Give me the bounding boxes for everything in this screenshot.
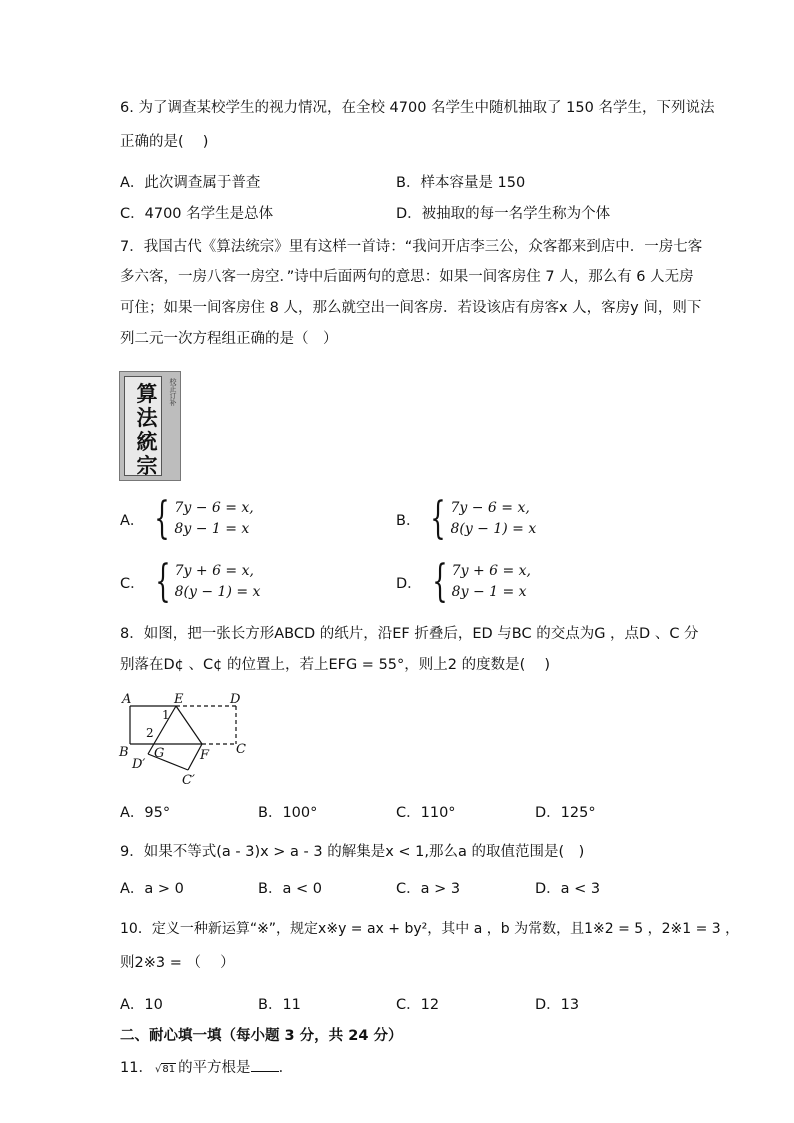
label-e: E — [174, 692, 184, 707]
q8-option-a: A．95° — [120, 805, 171, 821]
label-f: F — [200, 748, 210, 763]
q10-option-b: B．11 — [258, 997, 301, 1013]
q8-option-c: C．110° — [396, 805, 456, 821]
q9-option-b: B．a < 0 — [258, 881, 322, 897]
book-cover-image — [119, 371, 181, 481]
q6-option-c: C．4700 名学生是总体 — [120, 206, 274, 222]
q11-radicand: 81 — [162, 1064, 176, 1075]
book-title: 算法統宗 — [136, 381, 158, 478]
q11-end: ． — [278, 1060, 294, 1076]
q6-stem-line2: 正确的是( ) — [120, 134, 209, 150]
q7-option-b-eq2: 8(y − 1) = x — [450, 521, 537, 537]
q7-option-a-label: A． — [120, 512, 145, 529]
q11-line — [120, 1056, 293, 1077]
q6-option-b: B．样本容量是 150 — [396, 175, 526, 191]
q10-option-c: C．12 — [396, 997, 440, 1013]
q9-stem: 9．如果不等式(a - 3)x > a - 3 的解集是x < 1,那么a 的取值范围是( ) — [120, 844, 585, 860]
label-c-prime: C′ — [182, 773, 195, 788]
q7-stem-line1: 7．我国古代《算法统宗》里有这样一首诗：“我问开店李三公，众客都来到店中．一房七客 — [120, 239, 703, 255]
q11-text: 的平方根是 — [178, 1060, 251, 1076]
brace-icon: { — [430, 493, 447, 544]
q11-answer-blank[interactable] — [251, 1071, 279, 1072]
q7-option-a-eq2: 8y − 1 = x — [174, 521, 250, 537]
q9-option-c: C．a > 3 — [396, 881, 461, 897]
q7-option-b-eq1: 7y − 6 = x, — [450, 500, 530, 516]
q7-option-d-eq1: 7y + 6 = x, — [451, 563, 532, 579]
angle-label-2: 2 — [146, 726, 154, 740]
q6-option-d: D．被抽取的每一名学生称为个体 — [396, 206, 611, 222]
book-cover-label — [124, 376, 162, 476]
q7-option-d-label: D． — [396, 575, 422, 592]
label-a: A — [122, 692, 132, 707]
q8-stem-line2: 别落在D¢ 、C¢ 的位置上，若上EFG = 55°，则上2 的度数是( ) — [120, 657, 551, 673]
q7-option-c — [120, 556, 261, 607]
q8-stem-line1: 8．如图，把一张长方形ABCD 的纸片，沿EF 折叠后，ED 与BC 的交点为G ，点D 、C 分 — [120, 626, 699, 642]
label-d-prime: D′ — [132, 757, 146, 772]
brace-icon: { — [431, 556, 448, 607]
q9-option-a: A．a > 0 — [120, 881, 184, 897]
q7-stem-line4: 列二元一次方程组正确的是（ ） — [120, 331, 338, 347]
q7-stem-line3: 可住；如果一间客房住 8 人，那么就空出一间客房．若设该店有房客x 人，客房y 间，则下 — [120, 300, 702, 316]
book-side-text: 校正订补 — [169, 378, 177, 406]
brace-icon: { — [154, 493, 171, 544]
q8-option-b: B．100° — [258, 805, 318, 821]
q8-option-d: D．125° — [535, 805, 596, 821]
q7-stem-line2: 多六客，一房八客一房空．”诗中后面两句的意思：如果一间客房住 7 人，那么有 6 人无房 — [120, 269, 694, 285]
q7-option-d — [396, 556, 532, 607]
q7-option-b — [396, 493, 537, 544]
section-heading: 二、耐心填一填（每小题 3 分，共 24 分） — [120, 1028, 403, 1044]
q7-option-c-label: C． — [120, 575, 145, 592]
angle-label-1: 1 — [162, 708, 170, 722]
label-b: B — [119, 745, 129, 760]
q7-option-b-label: B． — [396, 512, 421, 529]
fold-line-ef — [176, 706, 202, 744]
brace-icon: { — [154, 556, 171, 607]
q9-option-d: D．a < 3 — [535, 881, 601, 897]
q7-option-a — [120, 493, 254, 544]
q7-option-a-eq1: 7y − 6 = x, — [174, 500, 254, 516]
q7-option-c-eq1: 7y + 6 = x, — [174, 563, 254, 579]
folding-diagram — [118, 688, 258, 788]
q6-option-a: A．此次调查属于普查 — [120, 175, 261, 191]
label-g: G — [154, 746, 165, 761]
label-c: C — [236, 742, 246, 757]
q10-option-a: A．10 — [120, 997, 163, 1013]
q10-stem-line2: 则2※3 = （ ） — [120, 955, 235, 971]
q11-number: 11． — [120, 1060, 153, 1076]
q10-stem-line1: 10．定义一种新运算“※”，规定x※y = ax + by²，其中 a ，b 为常数，且1※2 = 5 ，2※1 = 3 ， — [120, 921, 740, 937]
q7-option-d-eq2: 8y − 1 = x — [451, 584, 527, 600]
q6-stem-line1: 6. 为了调查某校学生的视力情况，在全校 4700 名学生中随机抽取了 150 名学生，下列说法 — [120, 100, 715, 116]
label-d: D — [230, 692, 241, 707]
q7-option-c-eq2: 8(y − 1) = x — [174, 584, 261, 600]
sqrt-symbol: √81 — [154, 1064, 176, 1075]
q10-option-d: D．13 — [535, 997, 580, 1013]
